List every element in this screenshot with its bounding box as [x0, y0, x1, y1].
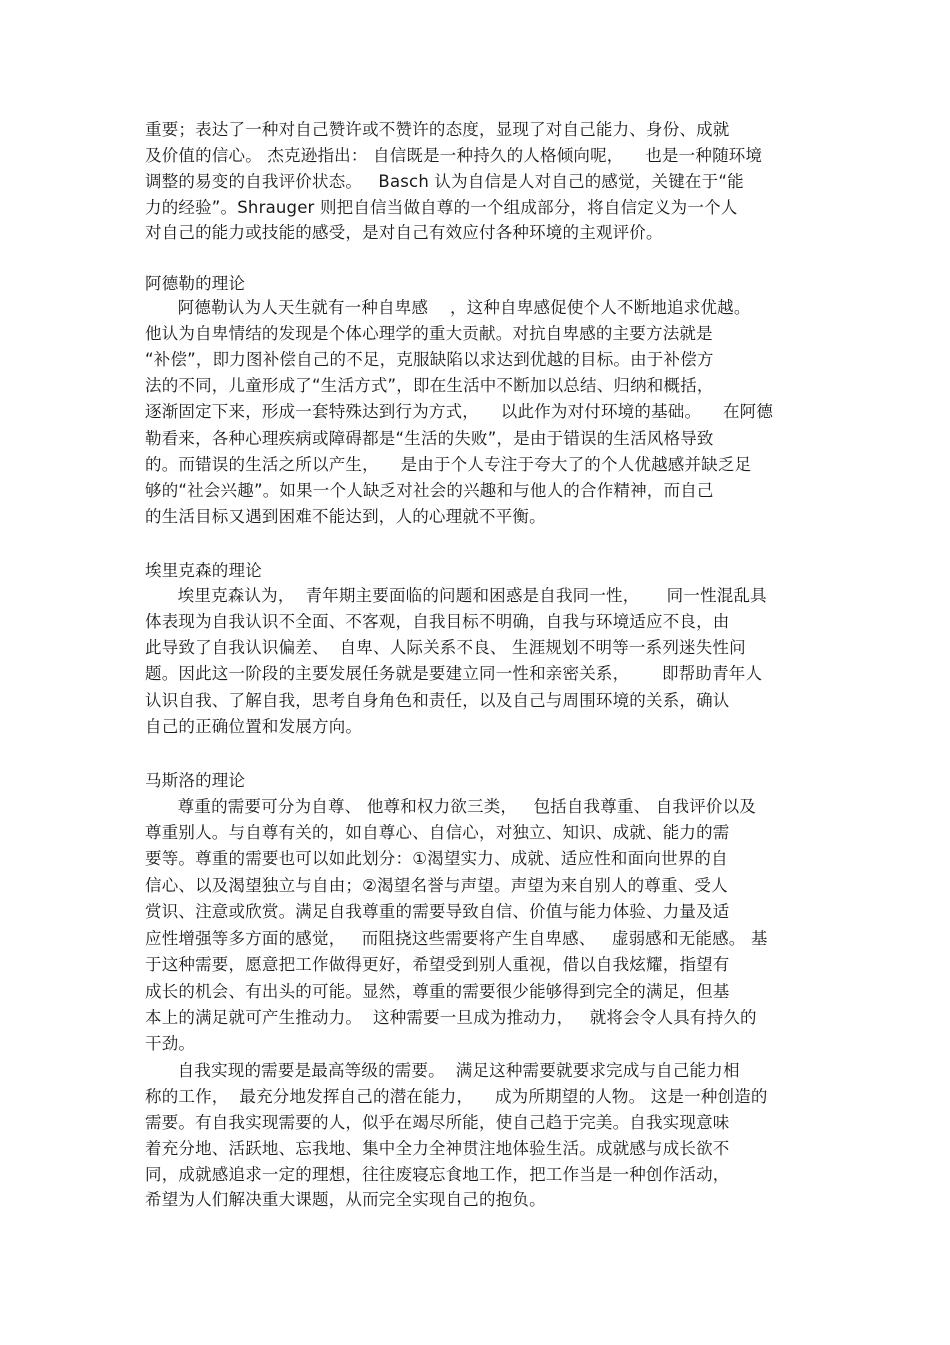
adler-line: 他认为自卑情结的发现是个体心理学的重大贡献。对抗自卑感的主要方法就是	[145, 324, 713, 343]
erikson-line: 体表现为自我认识不全面、不客观，自我目标不明确，自我与环境适应不良，由	[145, 612, 730, 631]
maslow-line: 信心、以及渴望独立与自由；②渴望名誉与声望。声望为来自别人的尊重、受人	[145, 876, 728, 895]
erikson-line: 自己的正确位置和发展方向。	[145, 717, 363, 736]
maslow-line: 着充分地、活跃地、忘我地、集中全力全神贯注地体验生活。成就感与成长欲不	[145, 1139, 730, 1158]
section-heading-maslow: 马斯洛的理论	[145, 771, 246, 790]
maslow-line: 尊重别人。与自尊有关的，如自尊心、自信心，对独立、知识、成就、能力的需	[145, 823, 730, 842]
maslow-line: 要等。尊重的需要也可以如此划分：①渴望实力、成就、适应性和面向世界的自	[145, 849, 728, 868]
maslow-line: 本上的满足就可产生推动力。 这种需要一旦成为推动力， 就将会令人具有持久的	[145, 1008, 757, 1027]
maslow-line: 赏识、注意或欣赏。满足自我尊重的需要导致自信、价值与能力体验、力量及适	[145, 902, 730, 921]
maslow-line: 于这种需要，愿意把工作做得更好，希望受到别人重视，借以自我炫耀，指望有	[145, 955, 730, 974]
section-heading-erikson: 埃里克森的理论	[145, 561, 262, 580]
maslow-line: 需要。有自我实现需要的人，似乎在竭尽所能，使自己趋于完美。自我实现意味	[145, 1113, 730, 1132]
section-heading-adler: 阿德勒的理论	[145, 274, 246, 293]
maslow-line: 干劲。	[145, 1034, 196, 1053]
erikson-line: 认识自我、了解自我，思考自身角色和责任，以及自己与周围环境的关系，确认	[145, 691, 730, 710]
maslow-line: 称的工作， 最充分地发挥自己的潜在能力， 成为所期望的人物。 这是一种创造的	[145, 1087, 768, 1106]
erikson-line: 此导致了自我认识偏差、 自卑、人际关系不良、 生涯规划不明等一系列迷失性问	[145, 638, 746, 657]
adler-line: 够的“社会兴趣”。如果一个人缺乏对社会的兴趣和与他人的合作精神，而自己	[145, 481, 714, 500]
erikson-line: 埃里克森认为， 青年期主要面临的问题和困惑是自我同一性， 同一性混乱具	[145, 586, 767, 605]
intro-line: 力的经验”。Shrauger 则把自信当做自尊的一个组成部分，将自信定义为一个人	[145, 198, 738, 217]
maslow-line: 希望为人们解决重大课题，从而完全实现自己的抱负。	[145, 1190, 546, 1209]
adler-line: 的生活目标又遇到困难不能达到，人的心理就不平衡。	[145, 507, 546, 526]
maslow-line: 自我实现的需要是最高等级的需要。 满足这种需要就要求完成与自己能力相	[145, 1061, 740, 1080]
erikson-line: 题。因此这一阶段的主要发展任务就是要建立同一性和亲密关系， 即帮助青年人	[145, 664, 763, 683]
maslow-line: 尊重的需要可分为自尊、 他尊和权力欲三类， 包括自我尊重、 自我评价以及	[145, 797, 756, 816]
adler-line: “补偿”，即力图补偿自己的不足，克服缺陷以求达到优越的目标。由于补偿方	[145, 350, 714, 369]
intro-line: 重要；表达了一种对自己赞许或不赞许的态度，显现了对自己能力、身份、成就	[145, 120, 730, 139]
adler-line: 阿德勒认为人天生就有一种自卑感 ，这种自卑感促使个人不断地追求优越。	[145, 298, 751, 317]
maslow-line: 应性增强等多方面的感觉， 而阻挠这些需要将产生自卑感、 虚弱感和无能感。 基	[145, 929, 768, 948]
adler-line: 勒看来，各种心理疾病或障碍都是“生活的失败”，是由于错误的生活风格导致	[145, 429, 714, 448]
intro-line: 调整的易变的自我评价状态。 Basch 认为自信是人对自己的感觉，关键在于“能	[145, 172, 744, 191]
intro-line: 及价值的信心。 杰克逊指出： 自信既是一种持久的人格倾向呢， 也是一种随环境	[145, 146, 763, 165]
intro-line: 对自己的能力或技能的感受，是对自己有效应付各种环境的主观评价。	[145, 223, 663, 242]
maslow-line: 成长的机会、有出头的可能。显然，尊重的需要很少能够得到完全的满足，但基	[145, 982, 730, 1001]
adler-line: 逐渐固定下来，形成一套特殊达到行为方式， 以此作为对付环境的基础。 在阿德	[145, 402, 774, 421]
adler-line: 的。而错误的生活之所以产生， 是由于个人专注于夸大了的个人优越感并缺乏足	[145, 455, 752, 474]
adler-line: 法的不同，儿童形成了“生活方式”，即在生活中不断加以总结、归纳和概括，	[145, 376, 714, 395]
maslow-line: 同，成就感追求一定的理想，往往废寝忘食地工作，把工作当是一种创作活动，	[145, 1165, 730, 1184]
